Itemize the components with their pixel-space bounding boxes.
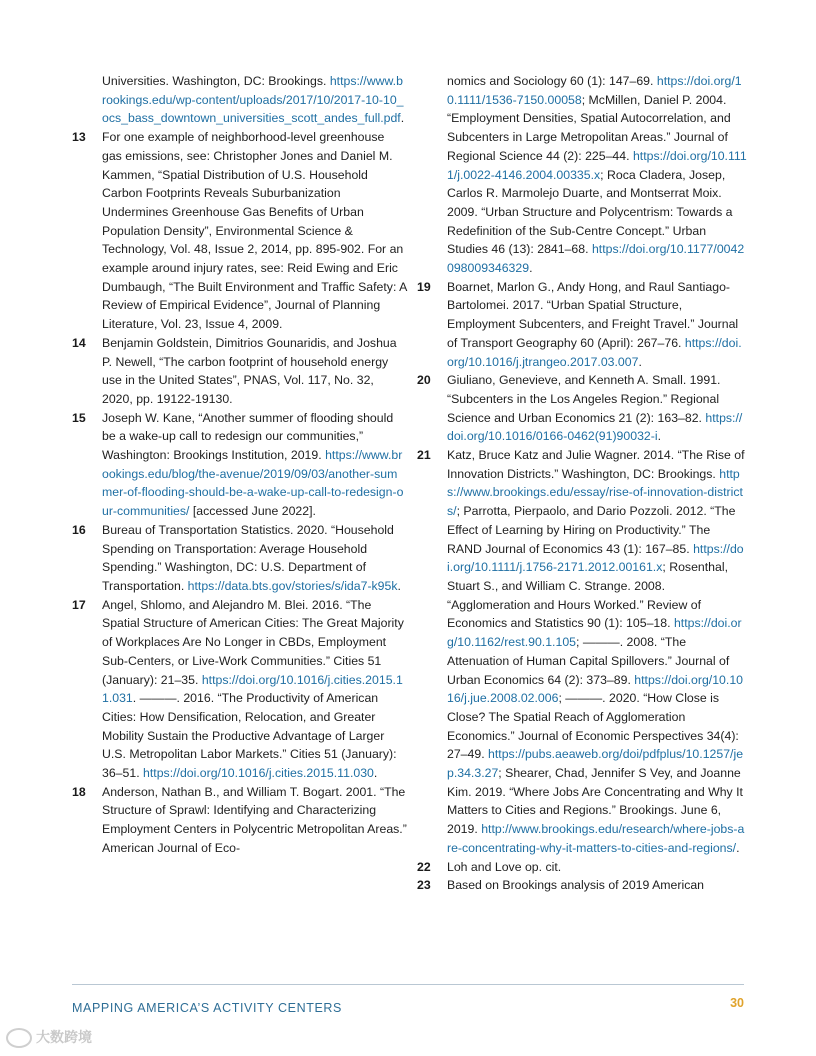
reference-text: Benjamin Goldstein, Dimitrios Gounaridis, and Joshua P. Newell, “The carbon footprint of household energy use in the United States”, PNAS, Vol. 117, No. 32, 2020, pp. 19122-19130. xyxy=(102,335,397,406)
reference-link[interactable]: https://www.brookings.edu/essay/rise-of-innovation-districts/ xyxy=(447,466,743,519)
reference-link[interactable]: https://www.brookings.edu/blog/the-avenue/2019/09/03/another-summer-of-flooding-should-be-a-wake-up-call-to-redesign-our-communities/ xyxy=(102,448,404,519)
page-number: 30 xyxy=(730,996,744,1010)
reference-text: Universities. Washington, DC: Brookings. xyxy=(102,74,330,88)
reference-text: . xyxy=(638,354,642,369)
endnote-number: 22 xyxy=(417,859,431,874)
endnote-number: 14 xyxy=(72,335,86,350)
reference-text: [accessed June 2022]. xyxy=(189,504,316,519)
reference-text: Giuliano, Genevieve, and Kenneth A. Small. 1991. “Subcenters in the Los Angeles Region.” Regional Science and Urban Economics 21 (2): 163–82. xyxy=(447,373,721,425)
reference-text: . xyxy=(397,578,401,593)
left-column xyxy=(72,72,407,858)
endnote-number: 21 xyxy=(417,448,431,463)
right-notes xyxy=(417,278,748,895)
reference-link[interactable]: https://doi.org/10.1162/rest.90.1.105 xyxy=(447,616,742,650)
reference-link[interactable]: https://pubs.aeaweb.org/doi/pdfplus/10.1257/jep.34.3.27 xyxy=(447,747,744,781)
reference-text: Boarnet, Marlon G., Andy Hong, and Raul Santiago-Bartolomei. 2017. “Urban Spatial Structure, Employment Subcenters, and Freight Travel.” Journal of Transport Geography 60 (April): 267–76. xyxy=(447,279,739,350)
reference-text: . xyxy=(657,429,662,444)
reference-link[interactable]: https://doi.org/10.1016/j.jue.2008.02.006 xyxy=(447,672,743,706)
endnote-16 xyxy=(72,521,407,596)
right-column xyxy=(417,72,748,895)
reference-text: . xyxy=(373,766,378,781)
reference-text: Joseph W. Kane, “Another summer of flooding should be a wake-up call to redesign our communities,” Washington: Brookings Institution, 2019. xyxy=(102,410,394,463)
watermark-text: 大数跨境 xyxy=(36,1029,92,1045)
footer-divider xyxy=(72,984,744,985)
reference-link[interactable]: https://doi.org/10.1016/j.cities.2015.11.030 xyxy=(143,766,374,781)
reference-text: Angel, Shlomo, and Alejandro M. Blei. 2016. “The Spatial Structure of American Cities: The Great Majority of Workplaces Are No Longer in CBDs, Employment Sub-Centers, or Live-Work Communities.” Cities 51 (January): 21–35. xyxy=(102,597,404,687)
endnote-number: 17 xyxy=(72,597,86,612)
reference-text: Anderson, Nathan B., and William T. Bogart. 2001. “The Structure of Sprawl: Identifying and Characterizing Employment Centers in Polycentric Metropolitan Areas.” American Journal of Eco- xyxy=(102,784,407,855)
reference-link[interactable]: https://doi.org/10.1111/1536-7150.00058 xyxy=(447,74,742,107)
left-notes xyxy=(72,128,407,857)
reference-text: ; Roca Cladera, Josep, Carlos R. Marmolejo Duarte, and Montserrat Moix. 2009. “Urban Structure and Polycentrism: Towards a Redefinition of the Sub-Centre Concept.” Urban Studies 46 (13): 2841–68. xyxy=(447,167,733,257)
reference-link[interactable]: https://doi.org/10.1111/j.1756-2171.2012.00161.x xyxy=(447,541,744,575)
reference-text: nomics and Sociology 60 (1): 147–69. xyxy=(447,74,657,88)
endnote-23 xyxy=(417,876,748,895)
endnote-13 xyxy=(72,128,407,334)
watermark xyxy=(6,1027,92,1048)
reference-link[interactable]: http://www.brookings.edu/research/where-jobs-are-concentrating-why-it-matters-to-cities-and-regions/ xyxy=(447,822,745,855)
reference-link[interactable]: https://doi.org/10.1177/0042098009346329 xyxy=(447,242,745,276)
reference-text: . xyxy=(736,840,740,855)
footer-title: MAPPING AMERICA’S ACTIVITY CENTERS xyxy=(72,1001,342,1015)
note-continuation xyxy=(72,72,407,128)
reference-link[interactable]: https://doi.org/10.1111/j.0022-4146.2004.00335.x xyxy=(447,148,747,182)
endnote-14 xyxy=(72,334,407,409)
note-continuation xyxy=(417,72,748,278)
endnote-15 xyxy=(72,409,407,521)
endnote-17 xyxy=(72,596,407,783)
endnote-number: 18 xyxy=(72,784,86,799)
reference-text: ; ———. 2008. “The Attenuation of Human Capital Spillovers.” Journal of Urban Economics 64 (2): 373–89. xyxy=(447,635,730,687)
endnote-18 xyxy=(72,783,407,858)
reference-text: . ———. 2016. “The Productivity of American Cities: How Densification, Relocation, and Greater Mobility Sustain the Productive Advantage of Larger U.S. Metropolitan Labor Markets.” Cities 51 (January): 36–51. xyxy=(102,691,397,781)
reference-link[interactable]: https://doi.org/10.1016/0166-0462(91)90032-i xyxy=(447,410,743,444)
reference-text: ; Rosenthal, Stuart S., and William C. Strange. 2008. “Agglomeration and Hours Worked.” Review of Economics and Statistics 90 (1): 105–18. xyxy=(447,560,728,631)
endnote-number: 23 xyxy=(417,878,431,893)
reference-link[interactable]: https://doi.org/10.1016/j.cities.2015.11.031 xyxy=(102,672,403,706)
reference-text: Loh and Love op. cit. xyxy=(447,859,562,874)
reference-text: . xyxy=(400,111,405,126)
reference-text: Based on Brookings analysis of 2019 American xyxy=(447,878,705,893)
reference-link[interactable]: https://doi.org/10.1016/j.jtrangeo.2017.03.007 xyxy=(447,335,742,369)
endnote-22 xyxy=(417,858,748,877)
endnote-21 xyxy=(417,446,748,857)
reference-text: For one example of neighborhood-level greenhouse gas emissions, see: Christopher Jones and Daniel M. Kammen, “Spatial Distribution of U.S. Household Carbon Footprints Reveals Suburbanization Undermines Greenhouse Gas Benefits of Urban Population Density”, Environmental Science & Technology, Vol. 48, Issue 2, 2014, pp. 895-902. For an example around injury rates, see: Reid Ewing and Eric Dumbaugh, “The Built Environment and Traffic Safety: A Review of Empirical Evidence”, Journal of Planning Literature, Vol. 23, Issue 4, 2009. xyxy=(102,130,407,332)
reference-text: ; ———. 2020. “How Close is Close? The Spatial Reach of Agglomeration Economics.” Journal of Economic Perspectives 34(4): 27–49. xyxy=(447,691,739,762)
endnote-number: 20 xyxy=(417,373,431,388)
reference-text: Bureau of Transportation Statistics. 2020. “Household Spending on Transportation: Average Household Spending.” Washington, DC: U.S. Department of Transportation. xyxy=(102,522,394,593)
reference-text: ; Parrotta, Pierpaolo, and Dario Pozzoli. 2012. “The Effect of Learning by Hiring on Productivity.” The RAND Journal of Economics 43 (1): 167–85. xyxy=(447,504,736,556)
reference-text: ; McMillen, Daniel P. 2004. “Employment Densities, Spatial Autocorrelation, and Subcenters in Large Metropolitan Areas.” Journal of Regional Science 44 (2): 225–44. xyxy=(447,92,731,163)
reference-link[interactable]: https://www.brookings.edu/wp-content/uploads/2017/10/2017-10-10_ocs_bass_downtown_universities_scott_andes_full.pdf xyxy=(102,74,404,126)
watermark-logo-icon xyxy=(6,1028,32,1048)
endnote-number: 16 xyxy=(72,522,86,537)
reference-text: . xyxy=(529,261,533,276)
reference-text: Katz, Bruce Katz and Julie Wagner. 2014. “The Rise of Innovation Districts.” Washington, DC: Brookings. xyxy=(447,448,745,481)
reference-text: ; Shearer, Chad, Jennifer S Vey, and Joanne Kim. 2019. “Where Jobs Are Concentrating and Why It Matters to Cities and Regions.” Brookings. June 6, 2019. xyxy=(447,766,743,837)
reference-link[interactable]: https://data.bts.gov/stories/s/ida7-k95k xyxy=(187,578,398,593)
endnote-number: 19 xyxy=(417,279,431,294)
endnote-number: 13 xyxy=(72,130,86,145)
endnote-number: 15 xyxy=(72,410,86,425)
endnote-20 xyxy=(417,371,748,446)
endnote-19 xyxy=(417,278,748,372)
